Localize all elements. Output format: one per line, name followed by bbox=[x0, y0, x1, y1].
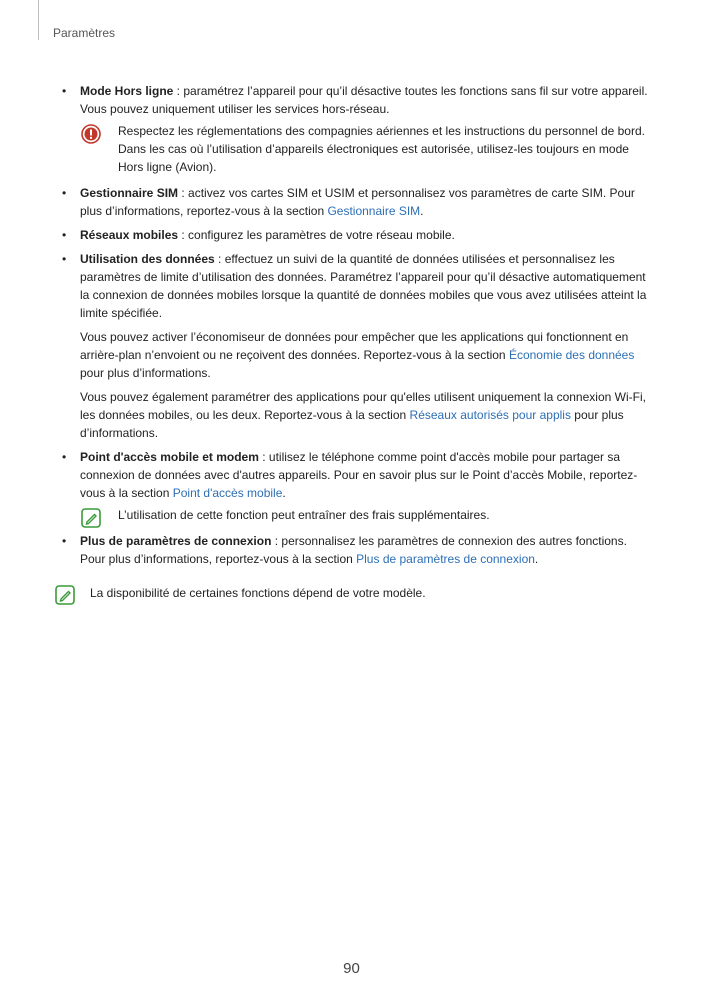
link-reseaux-autorises[interactable]: Réseaux autorisés pour applis bbox=[409, 408, 571, 422]
item-text-end: . bbox=[420, 204, 424, 218]
item-text: : utilisez le téléphone comme point d'accès mobile pour partager sa connexion de données avec d'autres appareils. Pour en savoir plus sur le Point d’accès Mobile, reportez-vous à la section bbox=[80, 450, 638, 500]
list-item-utilisation-donnees bbox=[60, 250, 654, 442]
bullet: • bbox=[62, 450, 67, 464]
link-economie-donnees[interactable]: Économie des données bbox=[508, 348, 635, 362]
caution-icon bbox=[80, 123, 102, 145]
global-note bbox=[54, 584, 690, 602]
list-item-reseaux-mobiles bbox=[60, 226, 654, 244]
paragraph-text-end: pour plus d’informations. bbox=[80, 408, 624, 440]
item-term: Réseaux mobiles bbox=[80, 228, 179, 242]
item-term: Gestionnaire SIM bbox=[80, 186, 179, 200]
caution-text: Respectez les réglementations des compagnies aériennes et les instructions du personnel de bord. Dans les cas où l’utilisation d’appareils électroniques est autorisée, utilisez-les toujours en mode Hors ligne (Avion). bbox=[118, 124, 645, 174]
bullet: • bbox=[62, 228, 67, 242]
header-rule bbox=[38, 0, 39, 40]
paragraph-economiseur bbox=[80, 328, 654, 382]
list-item-gestionnaire-sim bbox=[60, 184, 654, 220]
item-term: Point d'accès mobile et modem bbox=[80, 450, 259, 464]
global-note-text: La disponibilité de certaines fonctions dépend de votre modèle. bbox=[90, 586, 426, 600]
item-text: : personnalisez les paramètres de connexion des autres fonctions. Pour plus d’informations, reportez-vous à la section bbox=[80, 534, 627, 566]
main-content bbox=[60, 82, 654, 574]
item-text-end: . bbox=[534, 552, 539, 566]
paragraph-reseaux-autorises bbox=[80, 388, 654, 442]
paragraph-text: Vous pouvez également paramétrer des applications pour qu'elles utilisent uniquement la connexion Wi-Fi, les données mobiles, ou les deux. Reportez-vous à la section bbox=[80, 390, 646, 422]
bullet: • bbox=[62, 252, 67, 266]
note-text: L’utilisation de cette fonction peut entraîner des frais supplémentaires. bbox=[118, 508, 490, 522]
info-note bbox=[80, 506, 654, 524]
list-item-point-acces bbox=[60, 448, 654, 524]
link-point-acces-mobile[interactable]: Point d'accès mobile bbox=[172, 486, 283, 500]
link-plus-parametres[interactable]: Plus de paramètres de connexion bbox=[356, 552, 535, 566]
list-item-plus-parametres bbox=[60, 532, 654, 568]
item-text-end: . bbox=[282, 486, 286, 500]
paragraph-text-end: pour plus d’informations. bbox=[80, 366, 211, 380]
item-text: : effectuez un suivi de la quantité de données utilisées et personnalisez les paramètres de limite d’utilisation des données. Paramétrez l’appareil pour qu’il désactive automatiquement la connexion de données mobiles lorsque la quantité de données mobiles que vous avez utilisées atteint la limite spécifiée. bbox=[80, 252, 647, 320]
paragraph-text: Vous pouvez activer l’économiseur de données pour empêcher que les applications qui fonctionnent en arrière-plan n’envoient ou ne reçoivent des données. Reportez-vous à la section bbox=[80, 330, 629, 362]
bullet: • bbox=[62, 534, 67, 548]
bullet: • bbox=[62, 84, 67, 98]
section-title: Paramètres bbox=[53, 26, 116, 40]
item-text: : paramétrez l’appareil pour qu’il désactive toutes les fonctions sans fil sur votre appareil. Vous pouvez uniquement utiliser les services hors-réseau. bbox=[80, 84, 648, 116]
link-gestionnaire-sim[interactable]: Gestionnaire SIM bbox=[327, 204, 421, 218]
bullet: • bbox=[62, 186, 67, 200]
item-term: Utilisation des données bbox=[80, 252, 215, 266]
page-number: 90 bbox=[343, 960, 360, 977]
item-term: Mode Hors ligne bbox=[80, 84, 174, 98]
caution-note bbox=[80, 122, 654, 176]
list-item-mode-hors-ligne bbox=[60, 82, 654, 176]
note-icon bbox=[80, 507, 102, 529]
item-text: : configurez les paramètres de votre réseau mobile. bbox=[178, 228, 455, 242]
item-term: Plus de paramètres de connexion bbox=[80, 534, 272, 548]
item-text: : activez vos cartes SIM et USIM et personnalisez vos paramètres de carte SIM. Pour plus d’informations, reportez-vous à la section bbox=[80, 186, 635, 218]
note-icon bbox=[54, 584, 76, 606]
